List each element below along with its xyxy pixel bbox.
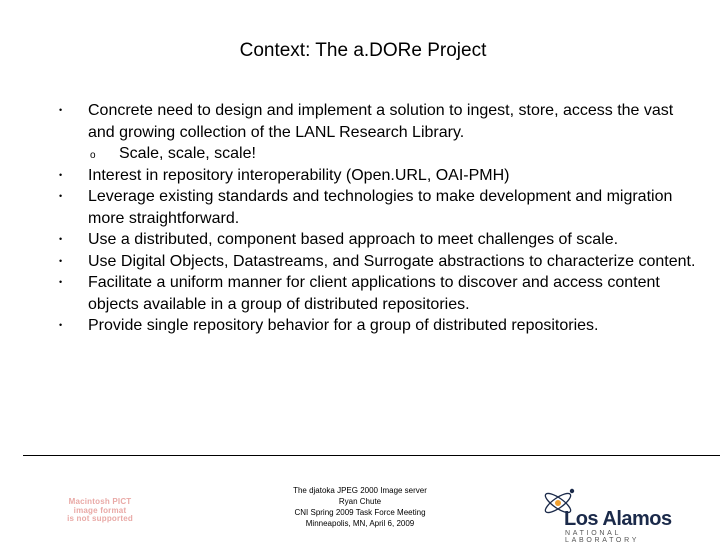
pict-placeholder-line: Macintosh PICT (68, 497, 132, 506)
logo-name: Los Alamos (564, 508, 672, 530)
bullet-item (56, 272, 696, 315)
logo-subtitle: NATIONAL LABORATORY (565, 530, 640, 544)
bullet-icon: • (59, 320, 63, 330)
sub-bullet-text: Scale, scale, scale! (119, 145, 256, 162)
bullet-item (56, 251, 696, 273)
bullet-text: Provide single repository behavior for a group of distributed repositories. (88, 317, 599, 334)
sub-bullet-icon: o (90, 150, 96, 161)
bullet-icon: • (59, 255, 63, 266)
sub-bullet-item (88, 143, 696, 165)
bullet-item (56, 315, 696, 337)
bullet-text: Interest in repository interoperability (Open.URL, OAI-PMH) (88, 166, 510, 184)
bullet-item (56, 100, 696, 165)
pict-placeholder-line: image format (73, 505, 127, 515)
bullet-text: Use Digital Objects, Datastreams, and Surrogate abstractions to characterize content. (88, 252, 696, 270)
bullet-icon: • (59, 105, 63, 115)
pict-placeholder-line: is not supported (67, 514, 133, 523)
slide-title: Context: The a.DORe Project (239, 40, 487, 61)
bullet-item (56, 165, 696, 187)
bullet-text: Facilitate a uniform manner for client applications to discover and access content objects available in a group of distributed repositories. (88, 274, 660, 313)
bullet-icon: • (59, 277, 63, 287)
pict-placeholder (55, 498, 145, 524)
bullet-icon: • (59, 191, 63, 201)
footer-divider (23, 455, 720, 456)
bullet-list (56, 100, 696, 337)
footer-line-talk-title: The djatoka JPEG 2000 Image server (293, 486, 427, 495)
bullet-text: Use a distributed, component based approach to meet challenges of scale. (88, 231, 619, 248)
bullet-icon: • (59, 169, 63, 180)
footer-line-location: Minneapolis, MN, April 6, 2009 (305, 519, 415, 528)
los-alamos-logo (538, 481, 688, 544)
bullet-item (56, 186, 696, 229)
bullet-text: Leverage existing standards and technologies to make development and migration more straightforward. (88, 188, 673, 227)
footer-caption (250, 485, 470, 529)
footer-line-event: CNI Spring 2009 Task Force Meeting (294, 508, 426, 517)
bullet-item (56, 229, 696, 251)
bullet-text: Concrete need to design and implement a solution to ingest, store, access the vast and growing collection of the LANL Research Library. (88, 102, 674, 141)
footer-line-author: Ryan Chute (338, 497, 382, 506)
bullet-icon: • (59, 234, 63, 244)
